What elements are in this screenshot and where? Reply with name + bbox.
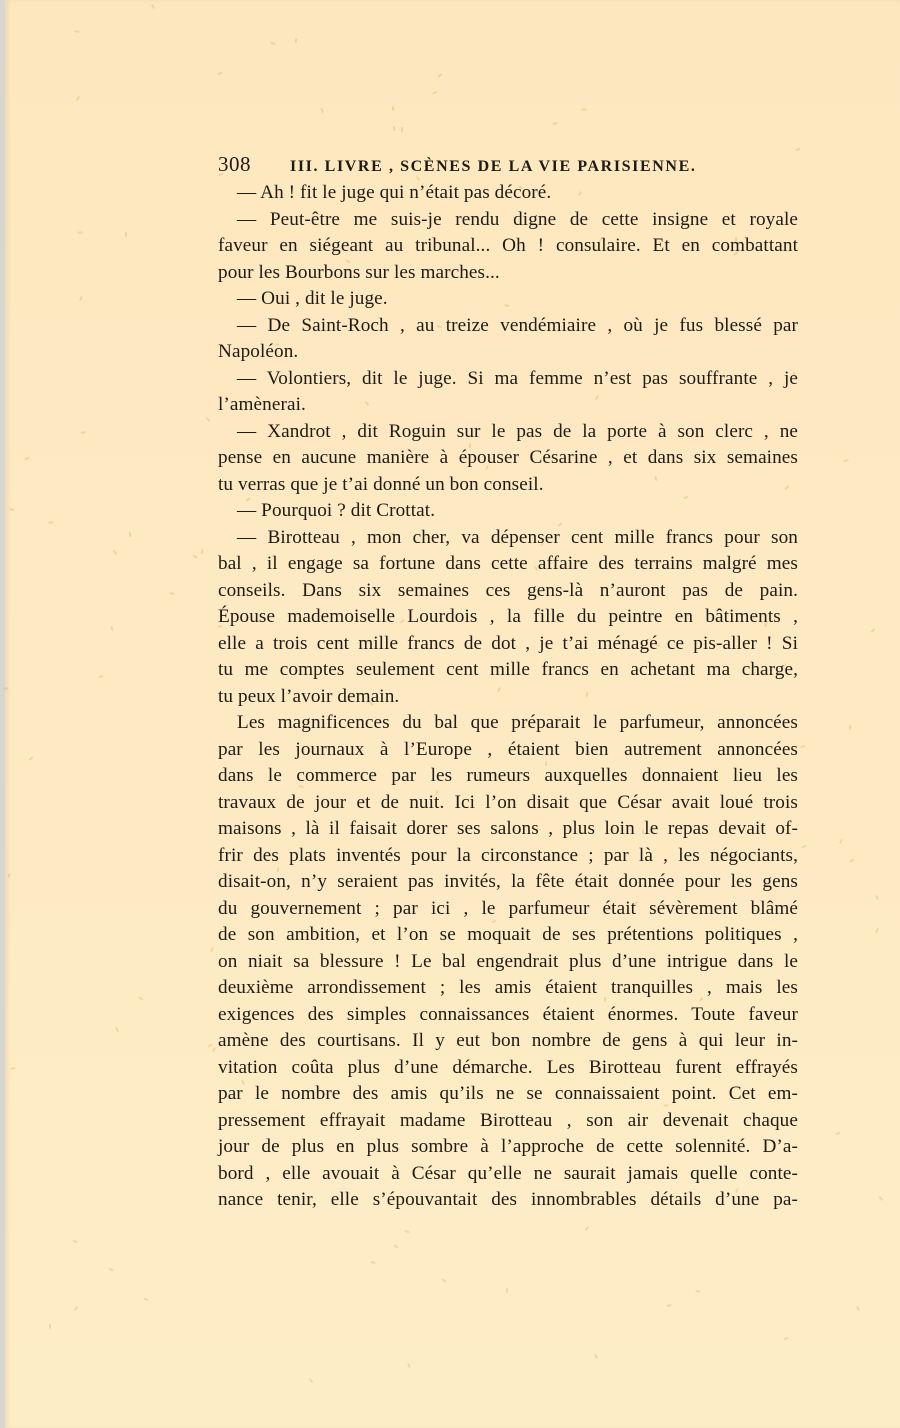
paper-speck (72, 1240, 77, 1243)
paper-speck (401, 127, 404, 132)
paper-speck (839, 839, 843, 844)
paper-speck (80, 431, 85, 434)
paper-speck (7, 873, 10, 878)
paper-speck (295, 38, 298, 43)
paper-speck (138, 996, 143, 1001)
paper-speck (437, 73, 442, 78)
text-line: maisons , là il faisait dorer ses salons , plus loin le repas devait of- (218, 818, 798, 839)
text-line: — Pourquoi ? dit Crottat. (237, 500, 436, 521)
paper-speck (151, 4, 155, 9)
paper-speck (9, 508, 14, 511)
text-line: vitation coûta plus d’une démarche. Les Birotteau furent effrayés (218, 1056, 798, 1078)
paper-speck (111, 626, 114, 631)
text-line: l’amènerai. (218, 394, 306, 415)
paper-speck (115, 1027, 119, 1032)
paper-speck (506, 1288, 508, 1293)
body-text (218, 180, 798, 1214)
text-line: elle a trois cent mille francs de dot , je t’ai ménagé ce pis-aller ! Si (218, 632, 798, 654)
paper-speck (835, 1132, 840, 1135)
running-head (218, 152, 798, 180)
text-line: — Xandrot , dit Roguin sur le pas de la porte à son clerc , ne (237, 420, 798, 442)
text-line: pour les Bourbons sur les marches... (218, 261, 500, 283)
page-text (218, 152, 798, 1214)
paper-speck (143, 1298, 148, 1302)
paper-speck (843, 459, 848, 462)
paper-speck (28, 756, 33, 761)
text-line: de son ambition, et l’on se moquait de ses prétentions politiques , (218, 924, 798, 945)
paper-speck (192, 554, 197, 558)
text-line: travaux de jour et de nuit. Ici l’on disait que César avait loué trois (218, 791, 798, 813)
paper-speck (270, 42, 275, 45)
text-line: frir des plats inventés pour la circonstance ; par là , les négociants, (218, 844, 798, 866)
paper-speck (432, 91, 437, 95)
text-line: deuxième arrondissement ; les amis étaient tranquilles , mais les (218, 977, 798, 998)
paper-speck (393, 1244, 398, 1249)
paper-speck (393, 126, 395, 131)
paper-speck (407, 1363, 411, 1368)
paper-speck (320, 108, 324, 113)
paper-speck (875, 928, 879, 933)
paper-speck (879, 1196, 884, 1201)
text-line: jour de plus en plus sombre à l’approche de cette solennité. D’a- (218, 1136, 798, 1157)
paper-speck (48, 521, 53, 524)
text-line: — De Saint-Roch , au treize vendémiaire , où je fus blessé par (237, 314, 798, 336)
paper-speck (849, 725, 852, 730)
paper-speck (849, 858, 854, 862)
text-line: conseils. Dans six semaines ces gens-là n’auront pas de pain. (218, 579, 798, 601)
paper-speck (128, 532, 131, 537)
text-line: par le nombre des amis qu’ils ne se connaissaient point. Cet em- (218, 1083, 798, 1104)
text-line: tu verras que je t’ai donné un bon conseil. (218, 473, 544, 495)
paper-speck (801, 845, 806, 849)
paper-speck (108, 1267, 113, 1271)
text-line: tu me comptes seulement cent mille francs en achetant ma charge, (218, 659, 798, 680)
text-line: exigences des simples connaissances étaient énormes. Toute faveur (218, 1003, 798, 1025)
paper-speck (210, 947, 214, 952)
paper-speck (800, 745, 805, 748)
text-line: — Birotteau , mon cher, va dépenser cent mille francs pour son (237, 526, 798, 548)
paper-speck (856, 1306, 860, 1311)
paper-speck (125, 232, 127, 237)
paper-speck (3, 687, 8, 690)
page-number: 308 (218, 152, 251, 176)
paper-speck (49, 1324, 52, 1329)
paper-speck (552, 122, 557, 125)
text-line: Napoléon. (218, 341, 299, 362)
text-line: disait-on, n’y seraient pas invités, la fête était donnée pour les gens (218, 871, 798, 892)
text-line: pense en aucune manière à épouser Césarine , et dans six semaines (218, 447, 798, 468)
paper-speck (666, 1304, 671, 1307)
text-line: bal , il engage sa fortune dans cette affaire des terrains malgré mes (218, 553, 798, 574)
text-line: du gouvernement ; par ici , le parfumeur était sévèrement blâmé (218, 897, 798, 919)
text-line: Épouse mademoiselle Lourdois , la fille du peintre en bâtiments , (218, 606, 798, 627)
text-line: par les journaux à l’Europe , étaient bien autrement annoncées (218, 738, 798, 760)
paper-speck (10, 1067, 15, 1070)
text-line: on niait sa blessure ! Le bal engendrait plus d’une intrigue dans le (218, 950, 798, 972)
text-line: tu peux l’avoir demain. (218, 685, 400, 707)
paper-speck (441, 1278, 446, 1282)
paper-speck (207, 1043, 212, 1048)
paper-speck (871, 628, 876, 633)
paper-speck (74, 30, 79, 33)
paper-speck (217, 71, 222, 75)
paper-speck (74, 1306, 79, 1311)
book-page (5, 0, 900, 1428)
paper-speck (875, 895, 879, 900)
text-line: — Volontiers, dit le juge. Si ma femme n’est pas souffrante , je (237, 367, 798, 389)
text-line: Les magnificences du bal que préparait le parfumeur, annoncées (237, 712, 798, 733)
paper-speck (98, 675, 103, 678)
paper-speck (695, 1290, 700, 1293)
text-line: amène des courtisans. Il y eut bon nombre de gens à qui leur in- (218, 1030, 798, 1051)
paper-speck (581, 108, 586, 110)
paper-speck (79, 296, 83, 301)
text-line: dans le commerce par les rumeurs auxquelles donnaient lieu les (218, 765, 798, 786)
paper-speck (309, 1378, 313, 1383)
paper-speck (201, 549, 203, 554)
paper-speck (392, 106, 394, 111)
paper-speck (206, 417, 211, 422)
text-line: pressement effrayait madame Birotteau , son air devenait chaque (218, 1109, 798, 1131)
paper-speck (77, 231, 82, 233)
paper-speck (783, 1337, 788, 1341)
paper-speck (585, 1226, 590, 1231)
text-line: — Peut-être me suis-je rendu digne de cette insigne et royale (237, 208, 798, 230)
text-line: nance tenir, elle s’épouvantait des innombrables détails d’une pa- (218, 1189, 798, 1210)
text-line: faveur en siégeant au tribunal... Oh ! consulaire. Et en combattant (218, 235, 798, 256)
paper-speck (370, 1261, 375, 1264)
text-line: — Ah ! fit le juge qui n’était pas décoré. (237, 182, 552, 203)
paper-speck (76, 96, 80, 101)
text-line: — Oui , dit le juge. (237, 288, 388, 309)
paper-speck (113, 550, 117, 555)
paper-speck (795, 148, 800, 151)
running-head-title: III. LIVRE , SCÈNES DE LA VIE PARISIENNE. (290, 158, 697, 175)
paper-speck (169, 592, 174, 595)
paper-speck (404, 1230, 409, 1233)
paper-speck (594, 1354, 598, 1359)
paper-speck (24, 457, 29, 461)
paper-speck (212, 1047, 216, 1052)
text-line: bord , elle avouait à César qu’elle ne saurait jamais quelle conte- (218, 1162, 798, 1184)
